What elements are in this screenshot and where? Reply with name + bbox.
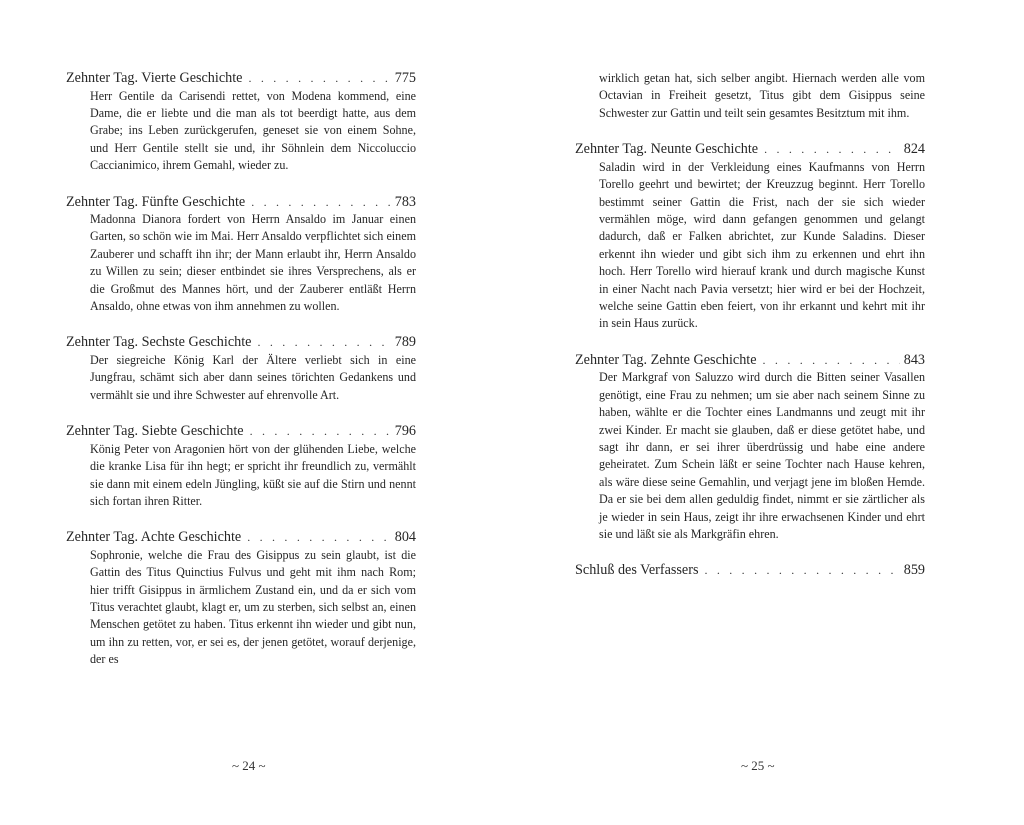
toc-entry-heading[interactable] bbox=[575, 141, 925, 159]
toc-entry-heading[interactable] bbox=[66, 334, 416, 352]
entry-title: Zehnter Tag. Fünfte Geschichte bbox=[66, 193, 246, 210]
entry-summary: König Peter von Aragonien hört von der glühenden Liebe, welche die kranke Lisa für ihn hegt; er spricht ihr freundlich zu, vermählt sie dann mit einem edeln Jüngling, küßt sie auf die Stirn und nennt sich fortan ihren Ritter. bbox=[90, 441, 416, 508]
toc-entry bbox=[66, 529, 416, 668]
left-page bbox=[66, 70, 416, 688]
leader-dots bbox=[248, 70, 390, 88]
leader-dots bbox=[250, 423, 391, 441]
toc-entry bbox=[575, 352, 925, 544]
leader-dots bbox=[763, 352, 900, 370]
entry-page-number: 789 bbox=[394, 334, 416, 351]
toc-entry-heading[interactable] bbox=[66, 529, 416, 547]
toc-entry-heading[interactable] bbox=[66, 194, 416, 212]
leader-dots bbox=[257, 334, 390, 352]
toc-entry-heading[interactable] bbox=[66, 423, 416, 441]
right-page bbox=[575, 70, 925, 599]
page-number-left: ~ 24 ~ bbox=[232, 758, 266, 773]
leader-dots bbox=[251, 194, 391, 212]
toc-entry-heading[interactable] bbox=[575, 352, 925, 370]
entry-summary: Saladin wird in der Verkleidung eines Kaufmanns von Herrn Torello geehrt und bewirtet; der Kreuzzug beginnt. Herr Torello bestimmt seiner Gattin die Frist, nach der sie sich wieder vermählen möge, wird dann gefangen genommen und gelangt dadurch, daß er Falken abrichtet, zur Kunde Saladins. Dieser erkennt ihn wieder und gibt sich ihm zu erkennen und ehrt ihn hoch. Herr Torello wird hierauf krank und durch magische Kunst in einer Nacht nach Pavia versetzt; hier wird er bei der Hochzeit, welche seine Gattin eben feiert, von ihr erkannt und kehrt mit ihr in sein Haus zurück. bbox=[599, 159, 925, 331]
entry-title: Zehnter Tag. Siebte Geschichte bbox=[66, 423, 244, 440]
toc-entry-heading[interactable] bbox=[66, 70, 416, 88]
entry-page-number: 804 bbox=[394, 529, 416, 546]
toc-entry bbox=[575, 562, 925, 580]
entry-page-number: 843 bbox=[903, 351, 925, 368]
entry-summary: Der siegreiche König Karl der Ältere verliebt sich in eine Jungfrau, schämt sich aber dann seines törichten Gedankens und vermählt sie und ihre Schwester auf ehrenvolle Art. bbox=[90, 352, 416, 402]
entry-title: Zehnter Tag. Neunte Geschichte bbox=[575, 141, 759, 158]
toc-entry-heading[interactable] bbox=[575, 562, 925, 580]
toc-entry bbox=[66, 334, 416, 404]
entry-summary: Der Markgraf von Saluzzo wird durch die Bitten seiner Vasallen genötigt, eine Frau zu nehmen; um sie aber nach seinem Sinne zu haben, wählte er die Tochter eines Landmanns und zeugt mit ihr zwei Kinder. Er macht sie glauben, daß er diese getötet habe, und sagt ihr dann, er sei ihrer überdrüssig und habe eine andere geheiratet. Zum Schein läßt er seine Tochter nach Hause kehren, als wäre diese seine Gemahlin, und verjagt jene im bloßen Hemde. Da er sie bei dem allen geduldig findet, nimmt er sie zärtlicher als je wieder in sein Haus, zeigt ihr ihre erwachsenen Kinder und ehrt sie und läßt sie als Markgräfin ehren. bbox=[599, 370, 925, 541]
entry-page-number: 859 bbox=[903, 562, 925, 579]
leader-dots bbox=[704, 562, 899, 580]
toc-entry bbox=[66, 423, 416, 510]
entry-title: Zehnter Tag. Achte Geschichte bbox=[66, 529, 242, 546]
entry-page-number: 824 bbox=[903, 141, 925, 158]
toc-entry bbox=[66, 70, 416, 175]
entry-title: Zehnter Tag. Sechste Geschichte bbox=[66, 334, 252, 351]
toc-entry bbox=[575, 141, 925, 333]
entry-page-number: 796 bbox=[394, 423, 416, 440]
entry-summary: Sophronie, welche die Frau des Gisippus zu sein glaubt, ist die Gattin des Titus Quinctius Fulvus und geht mit ihm nach Rom; hier trifft Gisippus in ärmlichem Zustand ein, und da er sich vom Titus verachtet glaubt, klagt er, um zu sterben, sich selbst an, einen Menschen getötet zu haben. Titus erkennt ihn wieder und gibt nun, um ihn zu retten, vor, er sei es, der jenen getötet, worauf derjenige, der es bbox=[90, 547, 416, 667]
entry-title: Zehnter Tag. Vierte Geschichte bbox=[66, 70, 243, 86]
leader-dots bbox=[247, 529, 390, 547]
entry-title: Schluß des Verfassers bbox=[575, 562, 699, 579]
continued-summary: wirklich getan hat, sich selber angibt. Hiernach werden alle vom Octavian in Freiheit gesetzt, Titus gibt dem Gisippus seine Schwester zur Gattin und teilt sein gesamtes Besitztum mit ihm. bbox=[599, 71, 925, 120]
toc-entry bbox=[66, 194, 416, 316]
entry-title: Zehnter Tag. Zehnte Geschichte bbox=[575, 351, 757, 368]
entry-summary: Herr Gentile da Carisendi rettet, von Modena kommend, eine Dame, die er liebte und die man als tot beerdigt hatte, aus dem Grabe; ins Leben zurückgerufen, geneset sie von einem Sohne, und Herr Gentile stellt sie und, ihr Söhnlein dem Niccoluccio Caccianimico, ihrem Gemahl, wieder zu. bbox=[90, 88, 416, 173]
entry-summary: Madonna Dianora fordert von Herrn Ansaldo im Januar einen Garten, so schön wie im Mai. Herr Ansaldo verpflichtet sich einem Zauberer und schafft ihn ihr; der Mann erlaubt ihr, Herrn Ansaldo zu Willen zu sein; dieser entbindet sie ihres Versprechens, als er die Großmut des Mannes hört, und der Zauberer entläßt Herrn Ansaldo, ohne etwas von ihm annehmen zu wollen. bbox=[90, 212, 416, 314]
page-number-right: ~ 25 ~ bbox=[741, 758, 775, 773]
entry-page-number: 783 bbox=[394, 193, 416, 210]
entry-page-number: 775 bbox=[394, 70, 416, 86]
leader-dots bbox=[764, 141, 900, 159]
